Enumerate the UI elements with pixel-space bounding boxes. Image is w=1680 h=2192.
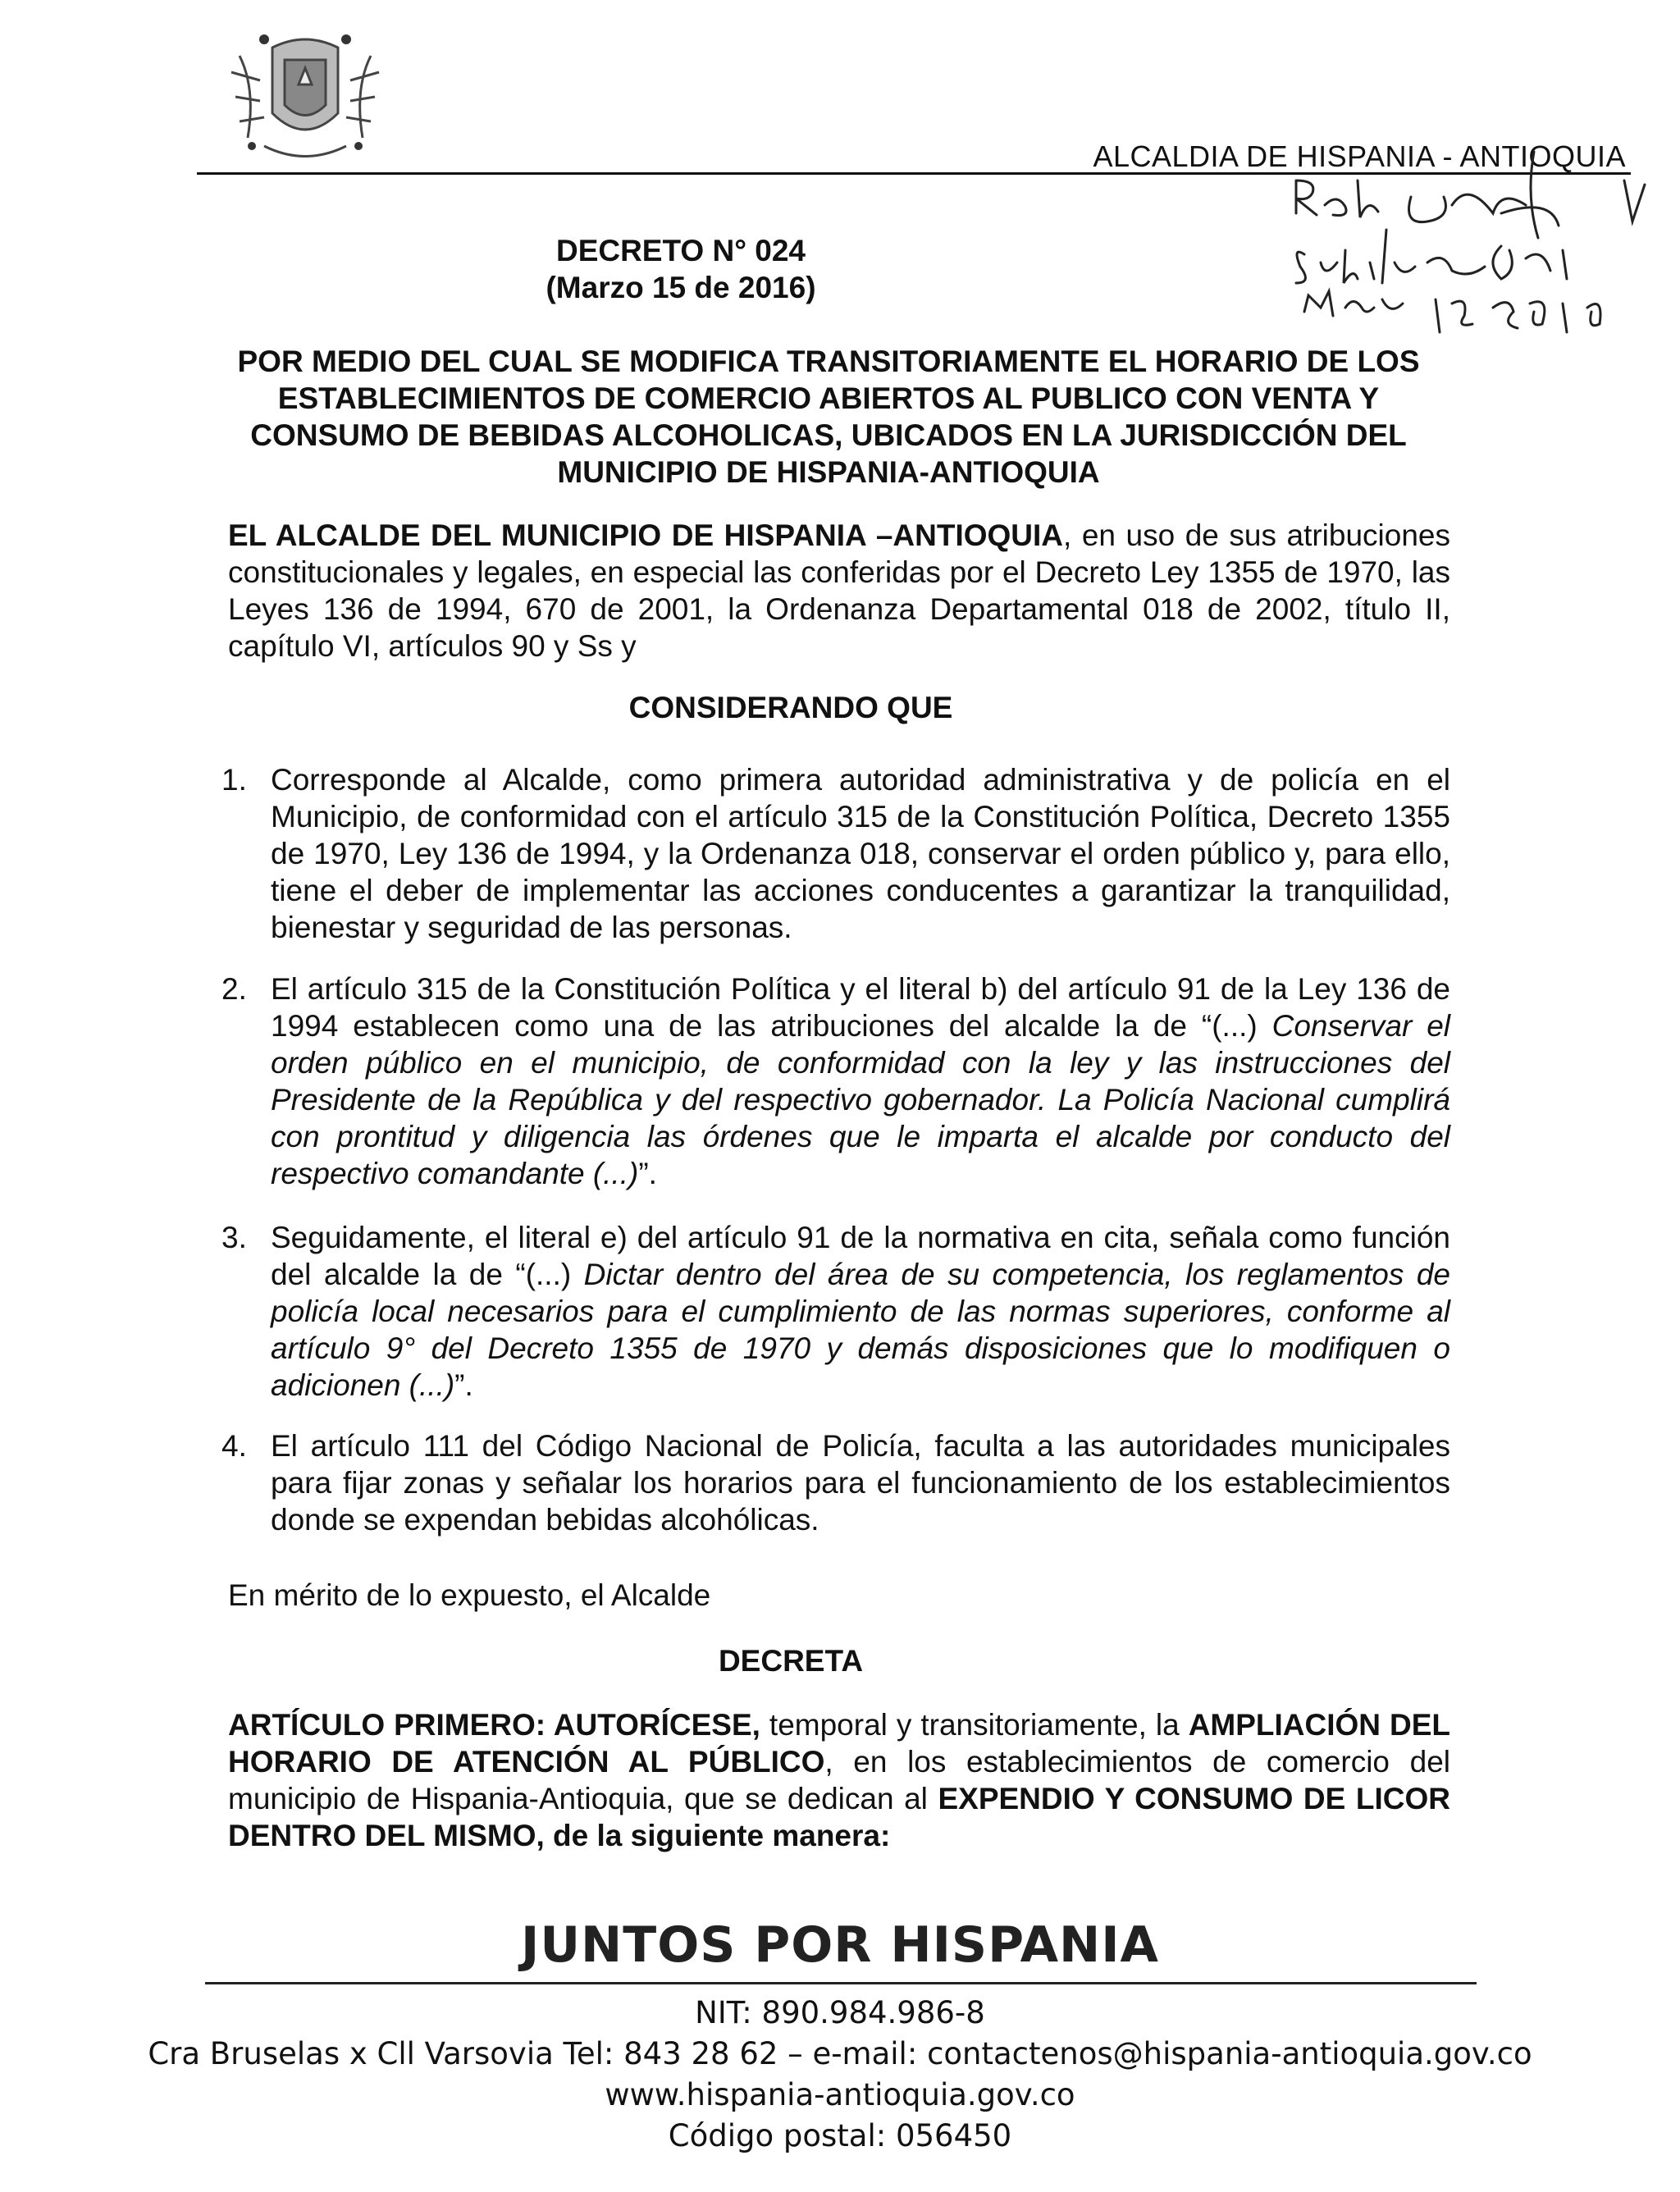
decree-date: (Marzo 15 de 2016) [546,271,816,304]
decree-number: DECRETO N° 024 [555,234,806,267]
item-text: Corresponde al Alcalde, como primera autoridad administrativa y de policía en el Municipio, de conformidad con el artículo 315 de la Constitución Política, Decreto 1355 de 1970, Ley 136 de 1994, y la Ordenanza 018, conservar el orden público y, para ello, tiene el deber de implementar las acciones conducentes a garantizar la tranquilidad, bienestar y seguridad de las personas. [271,763,1450,944]
considerando-item [221,761,1450,946]
header-title: ALCALDIA DE HISPANIA - ANTIOQUIA [1093,139,1626,173]
footer-website: www.hispania-antioquia.gov.co [605,2077,1075,2112]
footer-nit: NIT: 890.984.986-8 [695,1995,985,2030]
article-bold-2: EXPENDIO Y CONSUMO DE LICOR DENTRO DEL MISMO, de la siguiente manera: [228,1782,1450,1852]
item-number: 4. [221,1429,247,1463]
considerando-item [221,1427,1450,1538]
article-bold-1: AMPLIACIÓN DEL HORARIO DE ATENCIÓN AL PÚBLICO [228,1708,1450,1779]
article-text: temporal y transitoriamente, la [760,1708,1189,1742]
merito-paragraph: En mérito de lo expuesto, el Alcalde [228,1578,711,1612]
article-label: ARTÍCULO PRIMERO: AUTORÍCESE, [228,1708,760,1742]
intro-paragraph [228,517,1450,664]
decreta-heading: DECRETA [718,1644,864,1678]
item-text: El artículo 315 de la Constitución Política y el literal b) del artículo 91 de la Ley 136 de 1994 establecen como una de las atribuciones del alcalde la de “(...) [271,972,1450,1043]
footer-postal-code: Código postal: 056450 [668,2118,1012,2153]
item-text-end: ”. [454,1368,473,1402]
considerando-heading: CONSIDERANDO QUE [628,691,953,724]
decree-subject: POR MEDIO DEL CUAL SE MODIFICA TRANSITORIAMENTE EL HORARIO DE LOS ESTABLECIMIENTOS DE COMERCIO ABIERTOS AL PUBLICO CON VENTA Y CONSUMO DE BEBIDAS ALCOHOLICAS, UBICADOS EN LA JURISDICCIÓN DEL MUNICIPIO DE HISPANIA-ANTIOQUIA [237,345,1420,489]
coat-of-arms-seal [215,23,395,171]
item-number: 2. [221,972,247,1006]
item-text-end: ”. [638,1157,657,1190]
footer-brand: JUNTOS POR HISPANIA [521,1916,1159,1974]
intro-lead: EL ALCALDE DEL MUNICIPIO DE HISPANIA –ANTIOQUIA [228,518,1064,552]
considerando-item [221,970,1450,1192]
article-text-2: , en los establecimientos de comercio del municipio de Hispania-Antioquia, que se dedican al [228,1745,1450,1815]
item-quote: Dictar dentro del área de su competencia, los reglamentos de policía local necesarios para el cumplimiento de las normas superiores, conforme al artículo 9° del Decreto 1355 de 1970 y demás disposiciones que lo modifiquen o adicionen (...) [271,1258,1450,1402]
article-first [228,1706,1450,1854]
item-text: El artículo 111 del Código Nacional de Policía, faculta a las autoridades municipales para fijar zonas y señalar los horarios para el funcionamiento de los establecimientos donde se expendan bebidas alcohólicas. [271,1429,1450,1537]
footer-contact: Cra Bruselas x Cll Varsovia Tel: 843 28 62 – e-mail: contactenos@hispania-antioquia.gov.co [148,2036,1532,2071]
item-number: 3. [221,1221,247,1254]
item-text: Seguidamente, el literal e) del artículo 91 de la normativa en cita, señala como función del alcalde la de “(...) [271,1221,1450,1291]
item-quote: Conservar el orden público en el municipio, de conformidad con la ley y las instrucciones del Presidente de la República y del respectivo gobernador. La Policía Nacional cumplirá con prontitud y diligencia las órdenes que le imparta el alcalde por conducto del respectivo comandante (...) [271,1009,1450,1190]
footer-divider [205,1982,1477,1984]
intro-text: , en uso de sus atribuciones constitucionales y legales, en especial las conferidas por el Decreto Ley 1355 de 1970, las Leyes 136 de 1994, 670 de 2001, la Ordenanza Departamental 018 de 2002, título II, capítulo VI, artículos 90 y Ss y [228,518,1450,663]
considerando-item [221,1219,1450,1404]
item-number: 1. [221,763,247,797]
